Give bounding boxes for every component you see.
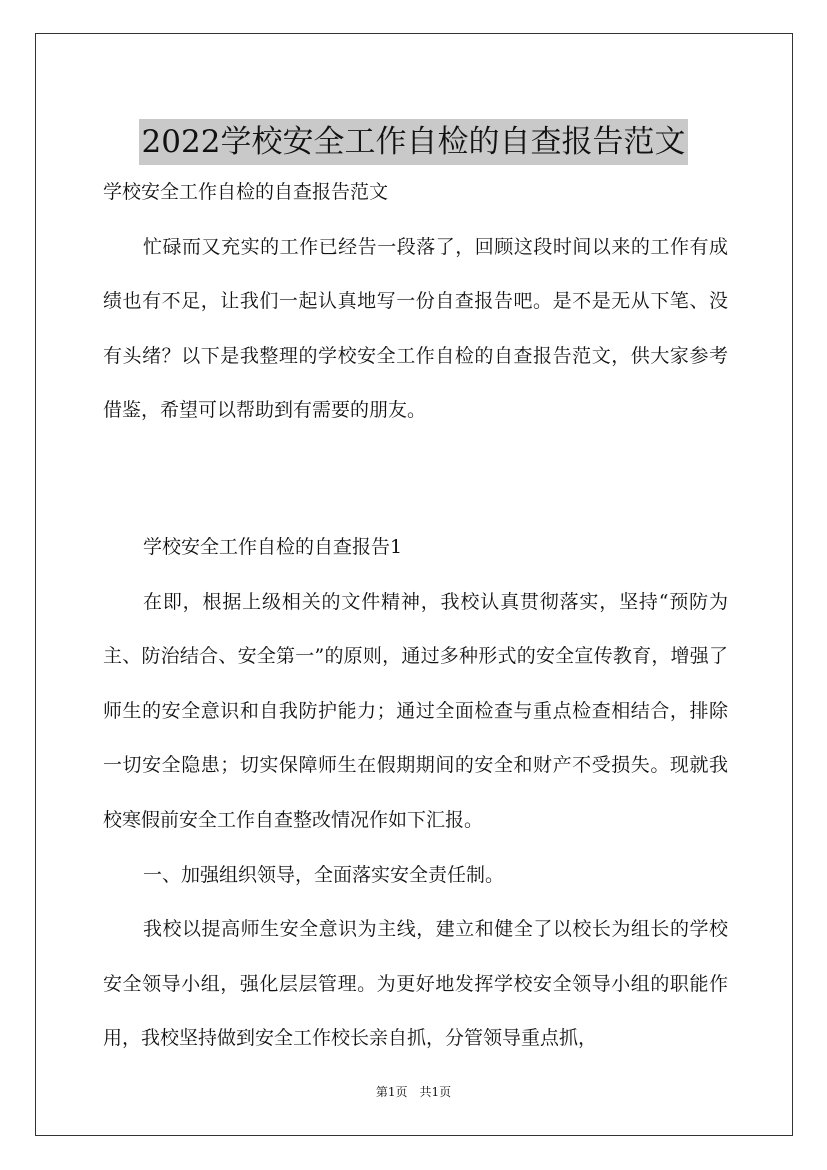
document-subtitle: 学校安全工作自检的自查报告范文 xyxy=(103,181,389,203)
document-title: 2022学校安全工作自检的自查报告范文 xyxy=(139,119,689,165)
section-heading: 学校安全工作自检的自查报告1 xyxy=(143,535,403,558)
body-paragraph: 我校以提高师生安全意识为主线，建立和健全了以校长为组长的学校安全领导小组，强化层层管理。为更好地发挥学校安全领导小组的职能作用，我校坚持做到安全工作校长亲自抓，分管领导重点抓， xyxy=(103,918,728,1050)
page-footer xyxy=(0,1084,827,1100)
intro-paragraph: 忙碌而又充实的工作已经告一段落了，回顾这段时间以来的工作有成绩也有不足，让我们一起认真地写一份自查报告吧。是不是无从下笔、没有头绪？以下是我整理的学校安全工作自检的自查报告范文，供大家参考借鉴，希望可以帮助到有需要的朋友。 xyxy=(103,235,728,422)
page-total: 共1页 xyxy=(419,1085,452,1099)
body-paragraph: 一、加强组织领导，全面落实安全责任制。 xyxy=(143,863,505,886)
section-spacer xyxy=(103,438,728,520)
document-body xyxy=(103,165,728,1066)
body-paragraph: 在即，根据上级相关的文件精神，我校认真贯彻落实，坚持“预防为主、防治结合、安全第一”的原则，通过多种形式的安全宣传教育，增强了师生的安全意识和自我防护能力；通过全面检查与重点检查相结合，排除一切安全隐患；切实保障师生在假期期间的安全和财产不受损失。现就我校寒假前安全工作自查整改情况作如下汇报。 xyxy=(103,590,728,831)
page-number: 第1页 xyxy=(375,1085,408,1099)
